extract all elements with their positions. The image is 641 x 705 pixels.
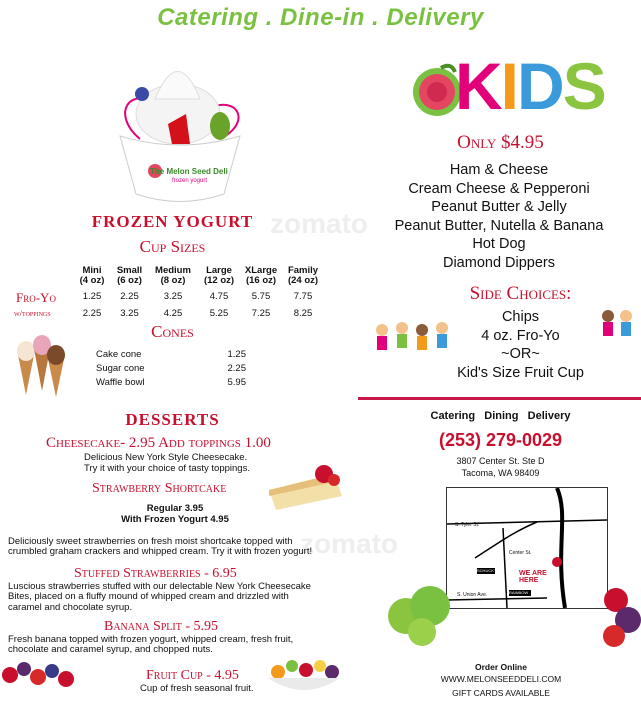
stuffed-desc-1: Luscious strawberries stuffed with our delectable New York Cheesecake [8,581,311,592]
col-header: Mini (4 oz) [79,265,105,286]
side-item: 4 oz. Fro-Yo [481,327,560,344]
price-cell: 4.75 [209,291,229,302]
contact-services: Catering Dining Delivery [430,410,571,422]
website-link[interactable]: WWW.MELONSEEDDELI.COM [440,674,562,684]
side-item: Kid's Size Fruit Cup [457,364,584,381]
cone-name: Cake cone [96,349,142,360]
divider [358,397,641,400]
toppings-row [74,308,325,319]
berries-icon [0,655,78,700]
side-item: ~OR~ [501,346,540,362]
shortcake-regular: Regular 3.95 [146,503,204,514]
shortcake-icon [264,460,348,514]
header-tagline: Catering . Dine-in . Delivery [157,4,484,31]
desserts-title: DESSERTS [125,410,220,429]
price-cell: 7.75 [293,291,313,302]
order-online-label: Order Online [475,662,527,672]
contact-phone[interactable]: (253) 279-0029 [438,430,563,450]
side-item: Chips [501,309,540,325]
fruit-cup-image [264,650,344,700]
cheesecake-desc-2: Try it with your choice of tasty toppings. [84,463,250,474]
berries-right-icon [600,582,641,650]
cone-price: 1.25 [227,349,246,360]
lime-icon [386,576,456,648]
shortcake-desc-2: crumbled graham crackers and whipped cream. Try it with frozen yogurt! [8,546,313,557]
map-we-are-label: WE ARE HERE [519,570,547,584]
stuffed-desc-3: caramel and chocolate syrup. [8,602,133,613]
kids-menu-list [360,161,641,272]
kids-item: Cream Cheese & Pepperoni [408,180,590,197]
cheesecake-image [264,460,348,514]
cones-image [10,325,70,397]
froyo-row-label: Fro-Yo [16,290,56,305]
cone-price: 2.25 [227,363,246,374]
map-label-center: Center St. [509,550,532,556]
cup-sizes-table [74,266,332,286]
kids-title: KIDS [455,49,605,123]
cone-name: Sugar cone [96,363,145,374]
cup-brand-logo: The Melon Seed Deli [150,167,228,176]
price-cell: 1.25 [82,291,102,302]
frozen-yogurt-title: FROZEN YOGURT [91,212,254,231]
price-cell: 2.25 [120,291,139,302]
col-header: Large (12 oz) [203,265,235,286]
stuffed-title: Stuffed Strawberries - 6.95 [74,566,237,581]
fruit-bowl-icon [264,650,344,700]
banana-desc-2: chocolate and caramel syrup, and chopped nuts. [8,644,213,655]
cheesecake-title: Cheesecake- 2.95 Add toppings 1.00 [46,435,271,451]
froyo-cup-image [100,44,260,204]
col-header: XLarge (16 oz) [244,265,278,286]
froyo-row [74,291,325,302]
map-label-store-1: SCHUCK'S [477,568,498,573]
zomato-watermark-2: zomato [300,528,398,559]
cone-price: 5.95 [227,377,246,388]
price-cell: 5.75 [251,291,271,302]
kids-item: Ham & Cheese [449,162,549,178]
kids-price: Only $4.95 [457,132,544,153]
toppings-row-label: w/toppings [14,308,51,318]
price-cell: 2.25 [82,308,102,319]
berries-right-image [600,582,641,650]
cup-sizes-title: Cup Sizes [139,237,206,256]
berries-image [0,655,78,700]
price-cell: 5.25 [209,308,229,319]
map-label-union: S. Union Ave. [457,592,488,598]
cup-brand-sub: frozen yogurt [172,178,208,184]
kids-item: Hot Dog [472,236,526,252]
map-label-store-2: RAINBOW [509,590,529,595]
stuffed-desc-2: Bites, placed on a fluffy mound of whipped cream and drizzled with [8,591,289,602]
map-label-tyler: S. Tyler St. [455,522,480,528]
zomato-watermark: zomato [270,208,368,239]
kids-pair-icon [598,306,638,346]
cones-title: Cones [151,322,194,341]
banana-split-title: Banana Split - 5.95 [104,619,219,634]
price-cell: 8.25 [293,308,313,319]
price-cell: 4.25 [163,308,183,319]
col-header: Small (6 oz) [116,265,143,286]
kids-item: Peanut Butter & Jelly [431,199,567,215]
shortcake-title: Strawberry Shortcake [92,481,227,496]
col-header: Family (24 oz) [287,265,319,286]
side-choices-title: Side Choices: [469,283,572,304]
ice-cream-cones-icon [10,325,70,397]
kids-group-icon [372,320,462,360]
kids-logo [405,49,635,124]
kids-cartoon-right [598,306,638,346]
kids-item: Peanut Butter, Nutella & Banana [394,217,604,234]
banana-desc-1: Fresh banana topped with frozen yogurt, whipped cream, fresh fruit, [8,634,294,645]
cheesecake-desc-1: Delicious New York Style Cheesecake. [84,452,248,463]
price-cell: 3.25 [163,291,183,302]
fruit-cup-desc: Cup of fresh seasonal fruit. [140,683,254,694]
shortcake-with-froyo: With Frozen Yogurt 4.95 [121,514,229,525]
price-cell: 3.25 [120,308,139,319]
kids-cartoon-left [372,320,462,360]
col-header: Medium (8 oz) [155,265,191,286]
kids-item: Diamond Dippers [442,254,556,271]
location-map [446,487,608,609]
address-line-2: Tacoma, WA 98409 [461,468,540,478]
price-cell: 7.25 [251,308,271,319]
fruit-cup-title: Fruit Cup - 4.95 [146,668,239,683]
cone-name: Waffle bowl [96,377,145,388]
address-line-1: 3807 Center St. Ste D [456,456,545,466]
cones-list [96,348,246,390]
lime-image [386,576,456,648]
shortcake-desc-1: Deliciously sweet strawberries on fresh moist shortcake topped with [8,536,293,547]
gift-cards-label: GIFT CARDS AVAILABLE [452,688,550,698]
